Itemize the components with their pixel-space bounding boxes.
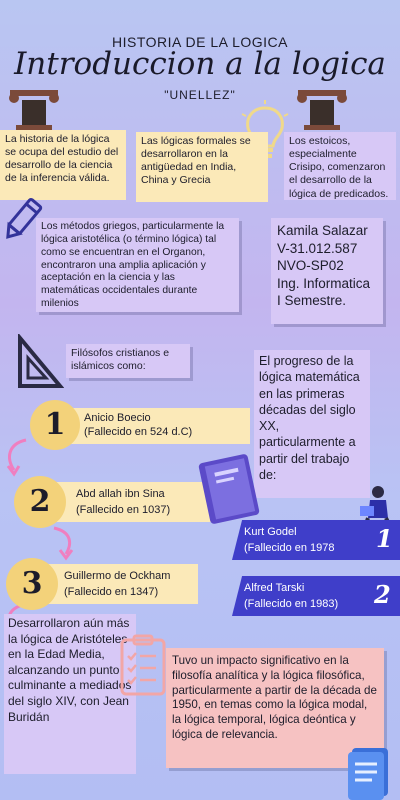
philosopher-name-3: Guillermo de Ockham [64,570,171,582]
greek-column-right-icon [296,88,348,130]
arrow-down-left-1-icon [0,438,30,478]
logician-number-2: 2 [374,580,391,609]
checklist-icon [118,634,168,698]
intro-box-stoics: Los estoicos, especialmente Crisipo, comenzaron el desarrollo de la lógica de predicados. [284,132,396,200]
logician-name-1: Kurt Godel [244,526,297,538]
author-semester: I Semestre. [277,293,347,309]
logician-number-1: 1 [376,524,393,553]
header-kicker: HISTORIA DE LA LOGICA [112,34,288,50]
number-badge-2: 2 [14,476,66,528]
philosopher-name-1: Anicio Boecio [84,412,151,424]
logician-detail-1: (Fallecido en 1978 [244,542,335,554]
number-badge-3: 3 [6,558,58,610]
set-square-icon [16,334,64,390]
philosopher-detail-3: (Fallecido en 1347) [64,586,159,598]
document-icon [346,744,392,800]
author-career: Ing. Informatica [277,275,371,291]
philosopher-detail-1: (Fallecido en 524 d.C) [84,426,193,438]
arrow-down-right-icon [50,526,80,562]
author-code: NVO-SP02 [277,258,344,274]
logician-name-2: Alfred Tarski [244,582,305,594]
author-box [271,218,383,324]
philosopher-name-2: Abd allah ibn Sina [76,488,165,500]
philosophers-heading: Filósofos cristianos e islámicos como: [66,344,190,378]
intro-box-formal-logics: Las lógicas formales se desarrollaron en la antigüedad en India, China y Grecia [136,132,268,202]
book-icon [192,452,266,526]
impact-box: Tuvo un impacto significativo en la filosofía analítica y la lógica filosófica, particularmente a partir de la década de 1950, en temas como la lógica modal, la lógica temporal, lógica deóntica y lógica de relevancia. [166,648,384,768]
greek-column-left-icon [8,88,60,130]
logician-detail-2: (Fallecido en 1983) [244,598,339,610]
progress-box: El progreso de la lógica matemática en las primeras décadas del siglo XX, particularmente a partir del trabajo de: [254,350,370,498]
intro-box-history: La historia de la lógica se ocupa del estudio del desarrollo de la ciencia de la inferencia válida. [0,130,126,200]
author-id: V-31.012.587 [277,240,358,256]
page-title: Introduccion a la logica [14,46,386,82]
header-subtitle: "UNELLEZ" [164,88,236,102]
philosopher-detail-2: (Fallecido en 1037) [76,504,171,516]
author-name: Kamila Salazar [277,223,368,238]
greek-methods-box: Los métodos griegos, particularmente la lógica aristotélica (o término lógica) tal como se encuentran en el Organon, encontraron una amplia aplicación y aceptación en la ciencia y las matemáticas occidentales durante milenios [36,218,239,312]
medieval-box: Desarrollaron aún más la lógica de Aristóteles en la Edad Media, alcanzando un punto culminante a mediados del siglo XIV, con Jean Buridán [4,614,136,774]
number-badge-1: 1 [30,400,80,450]
